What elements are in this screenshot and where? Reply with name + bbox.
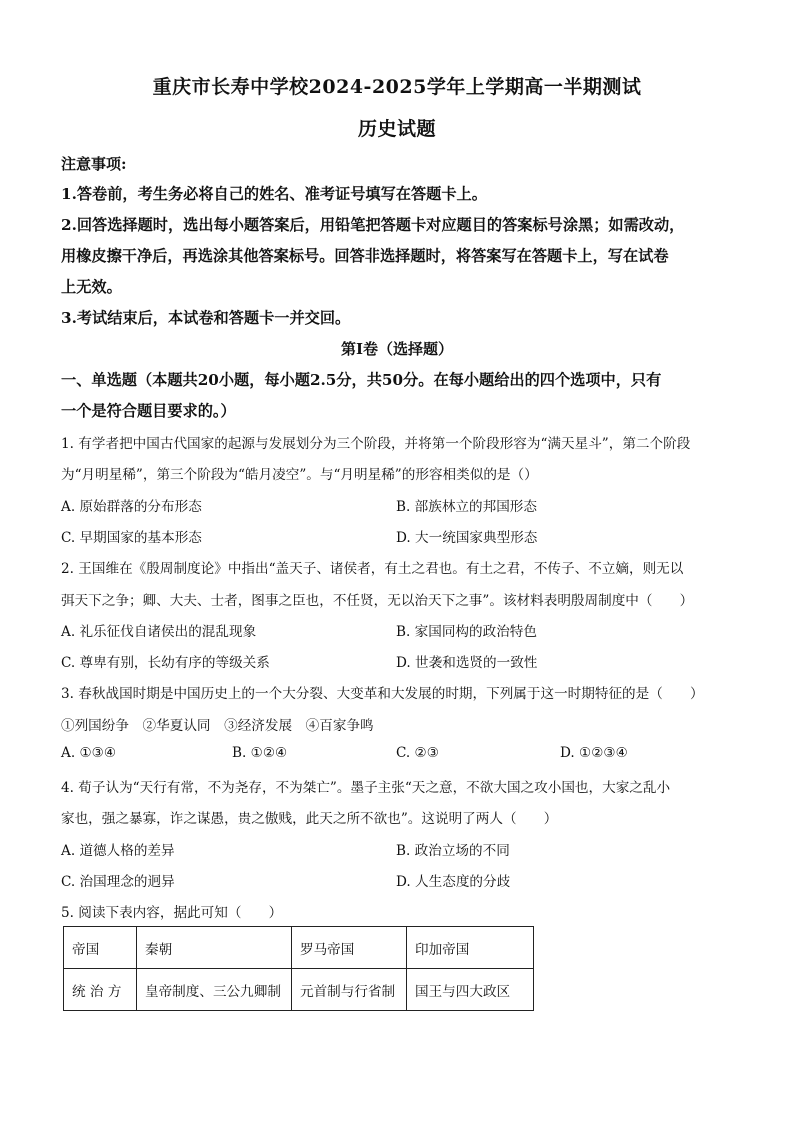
- question-4-text: 4. 荀子认为“天行有常，不为尧存，不为桀亡”。墨子主张“天之意，不欲大国之攻小国也，大家之乱小: [61, 780, 671, 796]
- question-3-text: ①列国纷争 ②华夏认同 ③经济发展 ④百家争鸣: [61, 718, 374, 734]
- note-line: 3.考试结束后，本试卷和答题卡一并交回。: [61, 309, 351, 327]
- note-line: 2.回答选择题时，选出每小题答案后，用铅笔把答题卡对应题目的答案标号涂黑；如需改动，: [61, 216, 685, 234]
- page-subtitle: 历史试题: [357, 118, 436, 140]
- question-2-option-c: C. 尊卑有别，长幼有序的等级关系: [61, 655, 270, 671]
- table-cell: 元首制与行省制: [292, 969, 407, 1011]
- question-3-option-a: A. ①③④: [61, 745, 117, 761]
- question-4-option-d: D. 人生态度的分歧: [396, 874, 511, 890]
- table-cell: 罗马帝国: [292, 927, 407, 969]
- notes-heading: 注意事项:: [61, 155, 127, 173]
- question-1-option-a: A. 原始群落的分布形态: [61, 499, 202, 515]
- question-4-option-a: A. 道德人格的差异: [61, 843, 175, 859]
- question-4-option-b: B. 政治立场的不同: [396, 843, 510, 859]
- section-instruction: 一、单选题（本题共20小题，每小题2.5分，共50分。在每小题给出的四个选项中，只有: [61, 371, 662, 389]
- table-cell: 国王与四大政区: [407, 969, 534, 1011]
- question-1-option-b: B. 部族林立的邦国形态: [396, 499, 537, 515]
- table-cell: 印加帝国: [407, 927, 534, 969]
- question-3-option-c: C. ②③: [396, 745, 439, 761]
- question-5-text: 5. 阅读下表内容，据此可知（ ）: [61, 905, 283, 921]
- section-instruction: 一个是符合题目要求的。）: [61, 402, 236, 420]
- question-4-option-c: C. 治国理念的迥异: [61, 874, 175, 890]
- question-5-table: [63, 926, 534, 1011]
- table-cell: 统 治 方: [64, 969, 137, 1011]
- table-row: [64, 927, 534, 969]
- question-3-option-d: D. ①②③④: [560, 745, 628, 761]
- question-3-option-b: B. ①②④: [232, 745, 288, 761]
- question-4-text: 家也，强之暴寡，诈之谋愚，贵之傲贱，此天之所不欲也”。这说明了两人（ ）: [61, 811, 558, 827]
- question-1-option-d: D. 大一统国家典型形态: [396, 530, 538, 546]
- note-line: 上无效。: [61, 278, 122, 296]
- question-2-text: 弭天下之争；卿、大夫、士者，图事之臣也，不任贤，无以治天下之事”。该材料表明殷周制度中（ ）: [61, 593, 694, 609]
- question-2-option-a: A. 礼乐征伐自诸侯出的混乱现象: [61, 624, 257, 640]
- table-cell: 秦朝: [137, 927, 292, 969]
- note-line: 用橡皮擦干净后，再选涂其他答案标号。回答非选择题时，将答案写在答题卡上，写在试卷: [61, 247, 669, 265]
- table-row: [64, 969, 534, 1011]
- question-2-option-b: B. 家国同构的政治特色: [396, 624, 537, 640]
- question-1-option-c: C. 早期国家的基本形态: [61, 530, 202, 546]
- table-cell: 皇帝制度、三公九卿制: [137, 969, 292, 1011]
- note-line: 1.答卷前，考生务必将自己的姓名、准考证号填写在答题卡上。: [61, 185, 487, 203]
- volume-title: 第I卷（选择题）: [340, 340, 454, 358]
- question-3-text: 3. 春秋战国时期是中国历史上的一个大分裂、大变革和大发展的时期，下列属于这一时期特征的是（ ）: [61, 686, 704, 702]
- question-2-text: 2. 王国维在《殷周制度论》中指出“盖天子、诸侯者，有土之君也。有土之君，不传子、不立嫡，则无以: [61, 561, 684, 577]
- question-1-text: 1. 有学者把中国古代国家的起源与发展划分为三个阶段，并将第一个阶段形容为“满天星斗”，第二个阶段: [61, 436, 691, 452]
- question-2-option-d: D. 世袭和选贤的一致性: [396, 655, 538, 671]
- question-1-text: 为“月明星稀”，第三个阶段为“皓月凌空”。与“月明星稀”的形容相类似的是（）: [61, 467, 538, 483]
- table-cell: 帝国: [64, 927, 137, 969]
- page-title: 重庆市长寿中学校2024-2025学年上学期高一半期测试: [152, 76, 642, 98]
